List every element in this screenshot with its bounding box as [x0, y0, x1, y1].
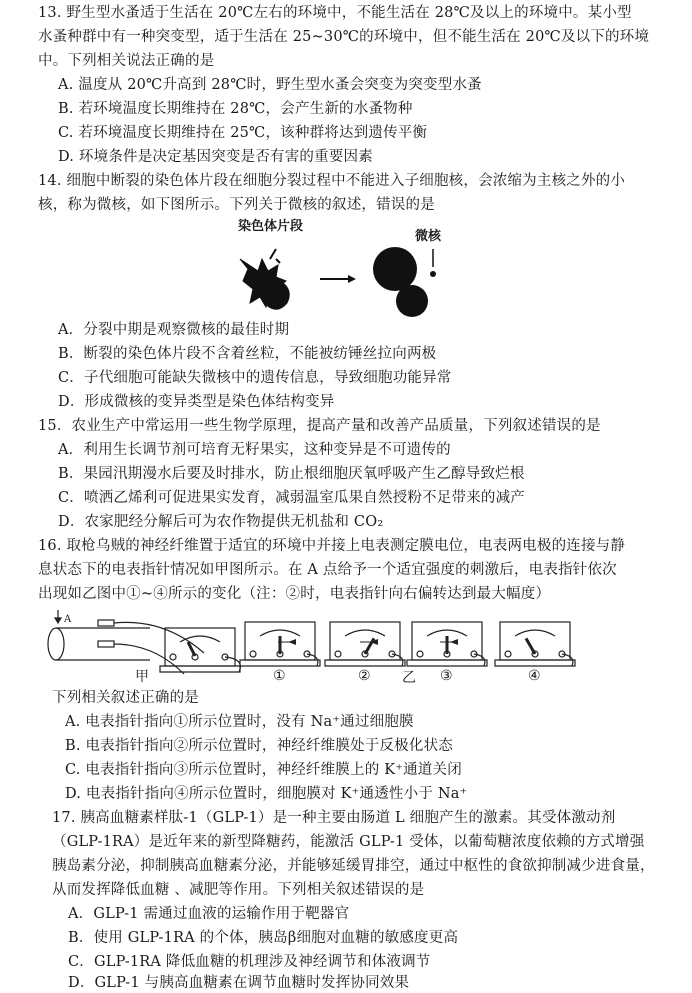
q13-stem-line: 13. 野生型水蚤适于生活在 20℃左右的环境中，不能生活在 28℃及以上的环境中。某小型: [38, 5, 632, 21]
galvanometer-step-2: [325, 622, 405, 666]
q15-option-b: B．果园汛期漫水后要及时排水，防止根细胞厌氧呼吸产生乙醇导致烂根: [58, 466, 525, 482]
micronucleus-figure: [220, 219, 460, 319]
q17-stem-line: 从而发挥降低血糖 、减肥等作用。下列相关叙述错误的是: [52, 882, 425, 898]
step-2-label: ②: [358, 668, 371, 684]
q16-prompt: 下列相关叙述正确的是: [52, 690, 199, 706]
q14-option-d: D．形成微核的变异类型是染色体结构变异: [58, 394, 335, 410]
galvanometer-diagram: [40, 606, 660, 686]
q13-stem-line: 中。下列相关说法正确的是: [38, 53, 215, 69]
galvanometer-figure: [40, 606, 660, 686]
q16-stem-line: 息状态下的电表指针情况如甲图所示。在 A 点给予一个适宜强度的刺激后，电表指针依次: [38, 562, 617, 578]
q13-option-c: C. 若环境温度长期维持在 25℃，该种群将达到遗传平衡: [58, 125, 428, 141]
q14-option-a: A．分裂中期是观察微核的最佳时期: [58, 322, 290, 338]
chromosome-fragment-label: 染色体片段: [238, 219, 304, 234]
q14-option-c: C．子代细胞可能缺失微核中的遗传信息，导致细胞功能异常: [58, 370, 452, 386]
q16-option-d: D. 电表指针指向④所示位置时，细胞膜对 K⁺通透性小于 Na⁺: [65, 786, 468, 802]
galvanometer-step-4: [495, 622, 575, 666]
q14-option-b: B．断裂的染色体片段不含着丝粒，不能被纺锤丝拉向两极: [58, 346, 437, 362]
figure-yi-label: 乙: [402, 670, 416, 686]
q15-stem-line: 15．农业生产中常运用一些生物学原理，提高产量和改善产品质量，下列叙述错误的是: [38, 418, 601, 434]
q13-option-d: D. 环境条件是决定基因突变是否有害的重要因素: [58, 149, 373, 165]
q17-option-a: A．GLP-1 需通过血液的运输作用于靶器官: [68, 906, 350, 922]
q16-option-c: C. 电表指针指向③所示位置时，神经纤维膜上的 K⁺通道关闭: [65, 762, 462, 778]
q15-option-d: D．农家肥经分解后可为农作物提供无机盐和 CO₂: [58, 514, 384, 530]
q16-stem-line: 出现如乙图中①~④所示的变化（注：②时，电表指针向右偏转达到最大幅度）: [38, 586, 551, 602]
stimulus-point-label: A: [64, 614, 72, 625]
q14-stem-line: 核，称为微核，如下图所示。下列关于微核的叙述，错误的是: [38, 197, 435, 213]
q17-option-d: D．GLP-1 与胰高血糖素在调节血糖时发挥协同效果: [68, 975, 410, 991]
q13-stem-line: 水蚤种群中有一种突变型，适于生活在 25~30℃的环境中，但不能生活在 20℃及以下的环境: [38, 29, 650, 45]
galvanometer-step-1: [240, 622, 320, 666]
q15-option-a: A．利用生长调节剂可培育无籽果实，这种变异是不可遗传的: [58, 442, 451, 458]
q13-option-a: A. 温度从 20℃升高到 28℃时，野生型水蚤会突变为突变型水蚤: [58, 77, 482, 93]
q16-stem-line: 16. 取枪乌贼的神经纤维置于适宜的环境中并接上电表测定膜电位，电表两电极的连接与静: [38, 538, 626, 554]
q13-option-b: B. 若环境温度长期维持在 28℃，会产生新的水蚤物种: [58, 101, 413, 117]
q15-option-c: C．喷洒乙烯利可促进果实发育，减弱温室瓜果自然授粉不足带来的减产: [58, 490, 525, 506]
galvanometer-step-3: [407, 622, 487, 666]
step-1-label: ①: [273, 668, 286, 684]
step-3-label: ③: [440, 668, 453, 684]
q16-option-a: A. 电表指针指向①所示位置时，没有 Na⁺通过细胞膜: [65, 714, 414, 730]
q17-stem-line: 胰岛素分泌，抑制胰高血糖素分泌，并能够延缓胃排空，通过中枢性的食欲抑制减少进食量，: [52, 858, 655, 874]
q17-option-c: C．GLP-1RA 降低血糖的机理涉及神经调节和体液调节: [68, 954, 431, 970]
micronucleus-diagram: [220, 219, 460, 319]
q16-option-b: B. 电表指针指向②所示位置时，神经纤维膜处于反极化状态: [65, 738, 453, 754]
q17-stem-line: （GLP-1RA）是近年来的新型降糖药，能激活 GLP-1 受体，以葡萄糖浓度依赖的方式增强: [52, 834, 645, 850]
q17-stem-line: 17. 胰高血糖素样肽-1（GLP-1）是一种主要由肠道 L 细胞产生的激素。其受体激动剂: [52, 810, 616, 826]
q17-option-b: B．使用 GLP-1RA 的个体，胰岛β细胞对血糖的敏感度更高: [68, 930, 459, 946]
micronucleus-label: 微核: [415, 229, 442, 244]
q14-stem-line: 14. 细胞中断裂的染色体片段在细胞分裂过程中不能进入子细胞核，会浓缩为主核之外的小: [38, 173, 626, 189]
figure-jia-label: 甲: [135, 669, 149, 685]
step-4-label: ④: [528, 668, 541, 684]
